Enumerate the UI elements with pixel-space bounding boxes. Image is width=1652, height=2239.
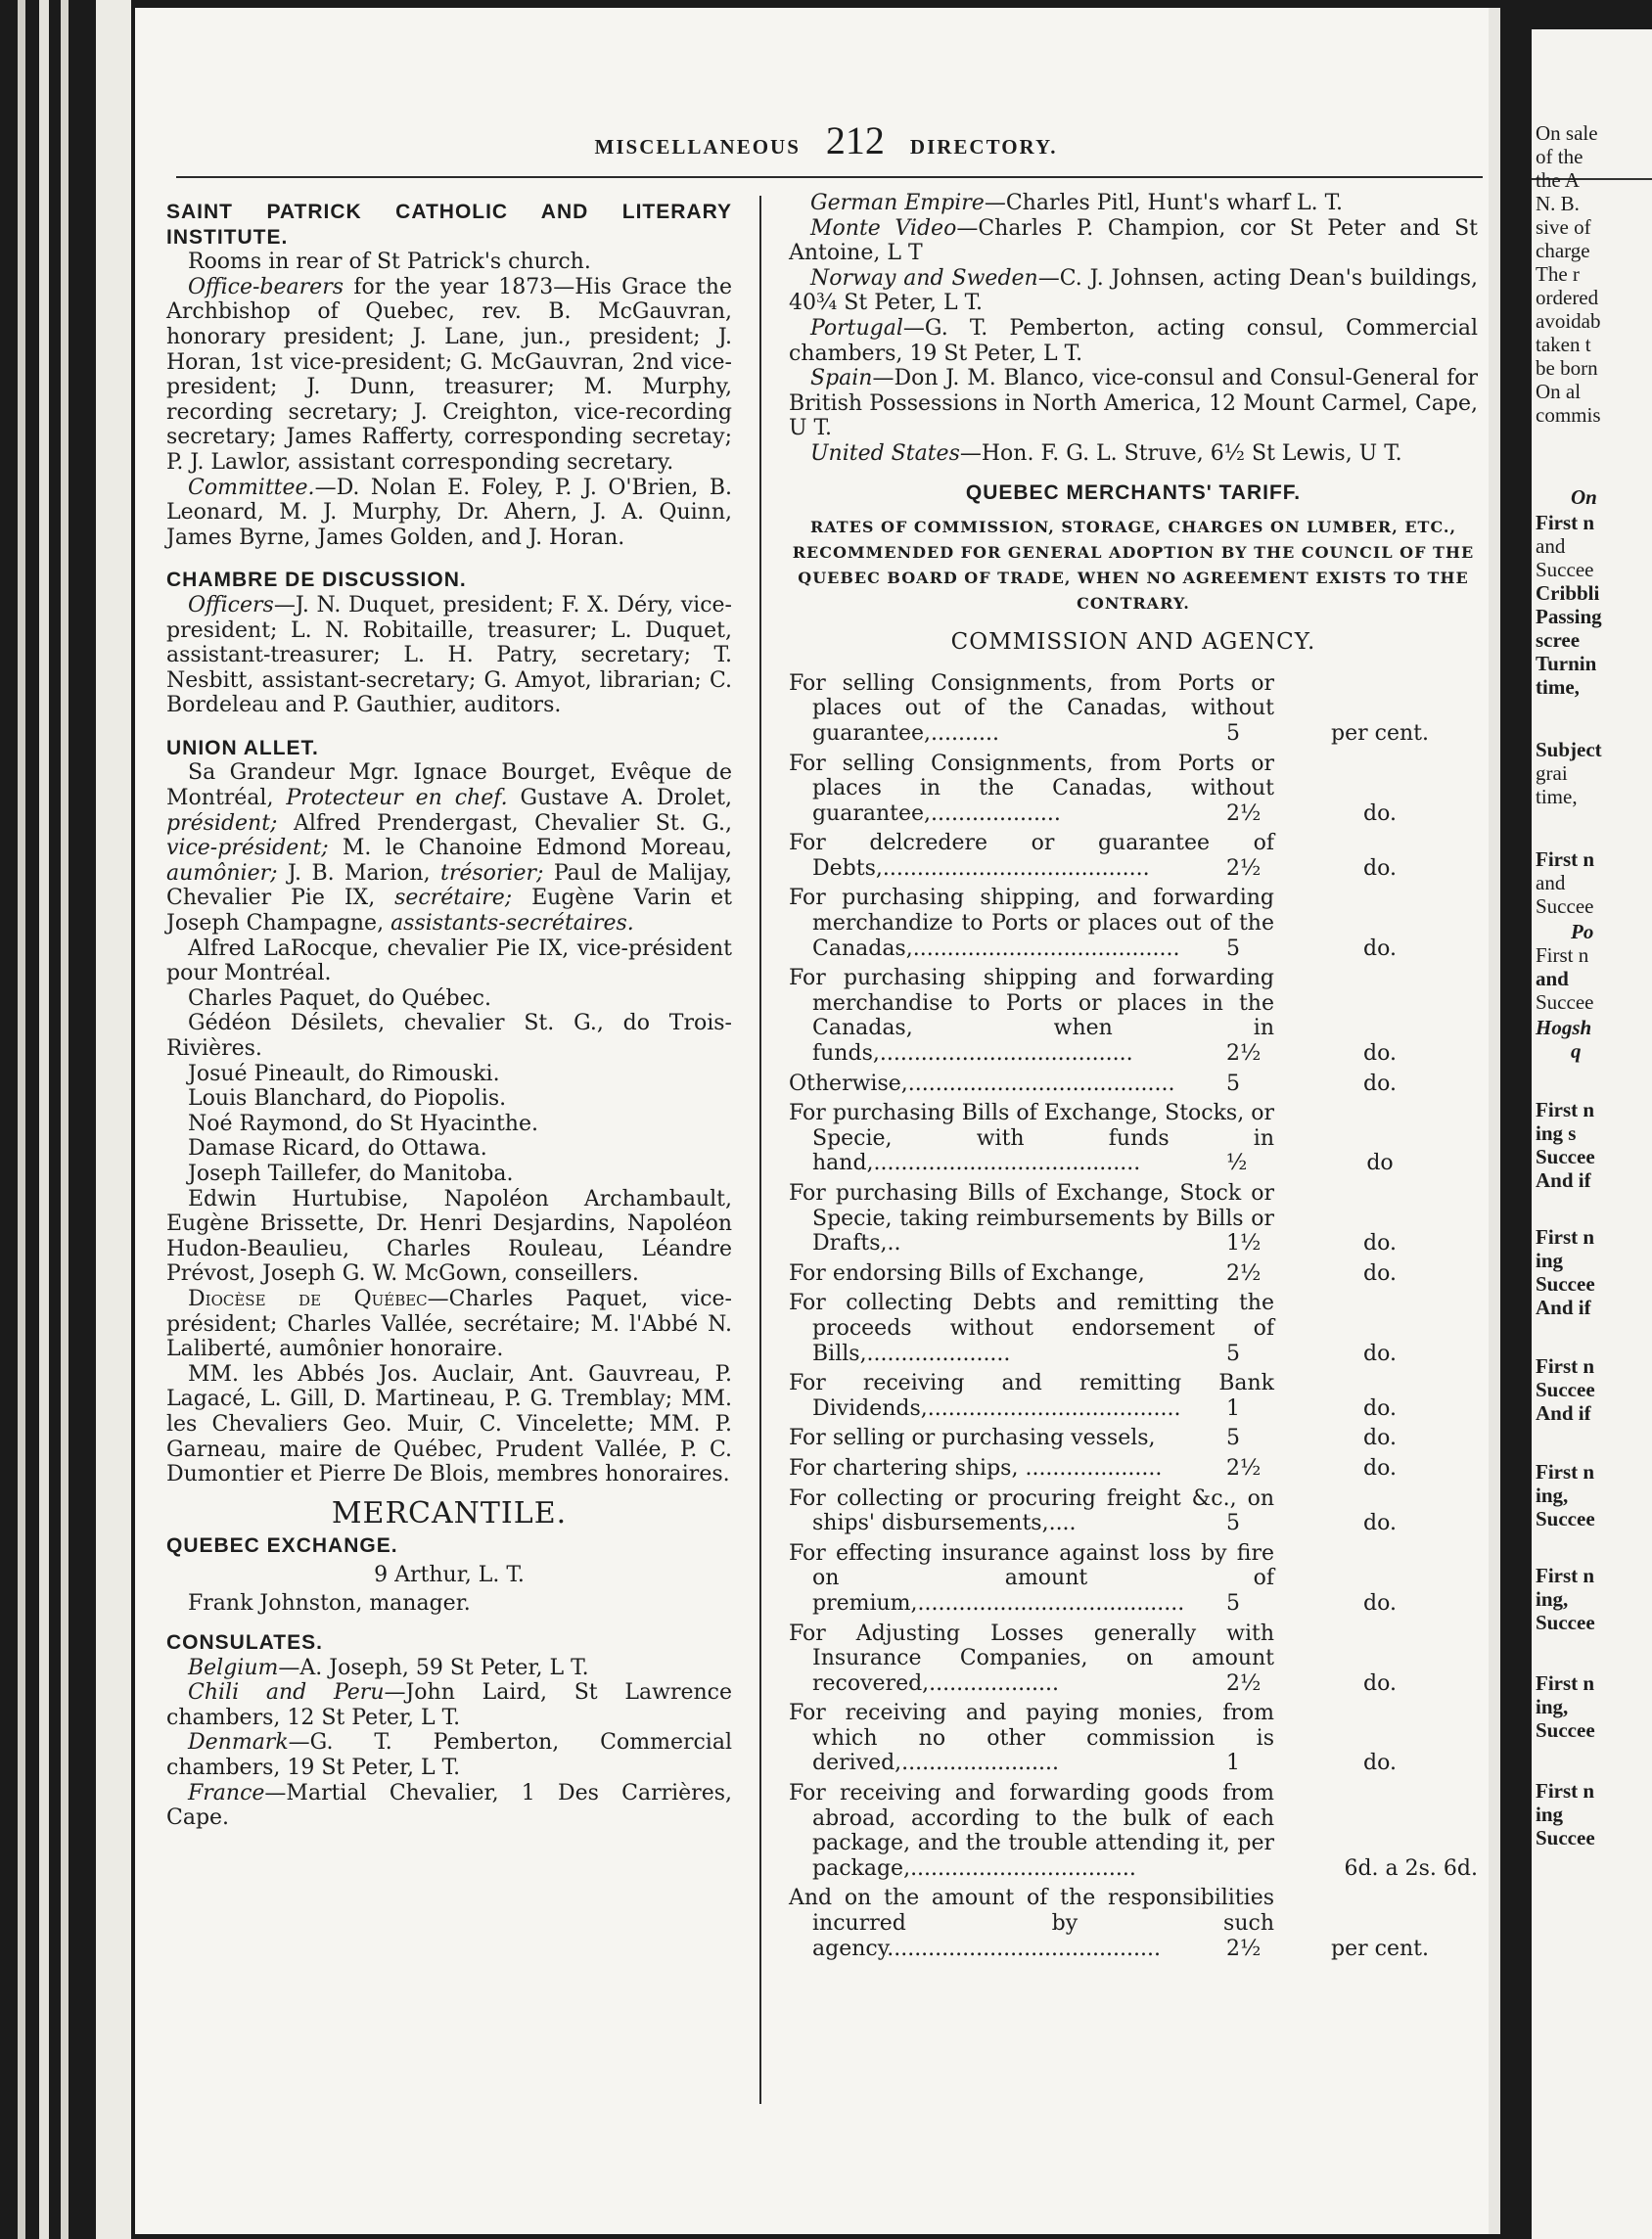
facing-page-fragment: First n: [1536, 943, 1589, 967]
union-members-paragraph: [166, 760, 732, 936]
tariff-row: [789, 671, 1478, 747]
facing-page-fragment: Succee: [1536, 1272, 1595, 1296]
tariff-item: For endorsing Bills of Exchange,: [789, 1260, 1145, 1286]
exchange-address: 9 Arthur, L. T.: [374, 1562, 525, 1587]
tariff-item: And on the amount of the responsibilities incurred by such agency........................................: [789, 1886, 1274, 1961]
consulate-text: —John Laird, St Lawrence chambers, 12 St Peter, L T.: [166, 1680, 732, 1730]
facing-page-fragment: Subject: [1536, 738, 1602, 761]
text-run: aumônier;: [166, 860, 278, 886]
tariff-rate: 1½: [1226, 1231, 1262, 1257]
tariff-row: [789, 1426, 1478, 1451]
tariff-item: For selling or purchasing vessels,: [789, 1426, 1156, 1451]
page-header: [0, 117, 1652, 163]
tariff-rate: 2½: [1226, 1670, 1262, 1696]
facing-page-fragment: Succee: [1536, 1611, 1595, 1634]
tariff-unit: per cent.: [1331, 1936, 1429, 1961]
tariff-unit: do.: [1363, 1511, 1397, 1536]
commission-heading: COMMISSION AND AGENCY.: [950, 629, 1316, 656]
consulate-entry: [166, 1680, 732, 1730]
facing-page-fragment: the A: [1536, 168, 1580, 192]
consulate-text: —G. T. Pemberton, acting consul, Commercial chambers, 19 St Peter, L T.: [789, 315, 1478, 366]
tariff-row: [789, 752, 1478, 827]
tariff-row: [789, 1541, 1478, 1617]
header-rule: [176, 176, 1483, 178]
diocese-text: —Charles Paquet, vice-président; Charles Vallée, secrétaire; M. l'Abbé N. Laliberté, aumônier honoraire.: [166, 1286, 732, 1362]
facing-page-fragment: and: [1536, 534, 1566, 558]
facing-page-fragment: and: [1536, 871, 1566, 894]
facing-page-fragment: First n: [1536, 1671, 1595, 1695]
tariff-item: For delcredere or guarantee of Debts,.......................................: [789, 831, 1274, 881]
facing-page-fragment: First n: [1536, 1779, 1595, 1803]
consulate-entry: [789, 366, 1478, 441]
consulate-text: —G. T. Pemberton, Commercial chambers, 19 St Peter, L T.: [166, 1730, 732, 1781]
officers-text: —J. N. Duquet, president; F. X. Déry, vice-president; L. N. Robitaille, treasurer; L. Duquet, assistant-treasurer; L. H. Patry, secretary; T. Nesbitt, assistant-secretary; G. Amyot, librarian; C. Bordeleau and P. Gauthier, auditors.: [166, 592, 732, 718]
text-run: secrétaire;: [394, 886, 513, 911]
union-line: Noé Raymond, do St Hyacinthe.: [188, 1111, 538, 1136]
consulate-entry: [166, 1656, 732, 1681]
text-run: Protecteur en chef.: [286, 786, 508, 811]
tariff-unit: do.: [1363, 1341, 1397, 1366]
consulate-entry: [166, 1730, 732, 1780]
consulate-entry: [166, 1781, 732, 1831]
tariff-rate: 2½: [1226, 1936, 1262, 1961]
union-line: Charles Paquet, do Québec.: [188, 985, 491, 1011]
tariff-row: [789, 1371, 1478, 1421]
consulate-country: Chili and Peru: [188, 1680, 385, 1706]
tariff-rate: 2½: [1226, 855, 1262, 881]
facing-page-fragment: First n: [1536, 847, 1595, 871]
tariff-rate: 2½: [1226, 800, 1262, 826]
tariff-item: For receiving and paying monies, from which no other commission is derived,.......................: [789, 1701, 1274, 1776]
diocese-label: Diocèse de Québec: [188, 1286, 428, 1311]
facing-page-fragment: And if: [1536, 1168, 1591, 1192]
tariff-table: [789, 671, 1478, 1962]
tariff-row: [789, 1622, 1478, 1697]
tariff-row: [789, 831, 1478, 881]
right-column: [789, 191, 1478, 1966]
book-edge: [39, 0, 49, 2239]
tariff-rate: 2½: [1226, 1455, 1262, 1481]
tariff-rate: 2½: [1226, 1041, 1262, 1067]
tariff-item: For collecting Debts and remitting the proceeds without endorsement of Bills,.....................: [789, 1291, 1274, 1366]
facing-page-fragment: First n: [1536, 1460, 1595, 1484]
facing-page-fragment: taken t: [1536, 333, 1591, 356]
officers-label: Officers: [188, 592, 274, 617]
facing-page-fragment: Succee: [1536, 1718, 1595, 1742]
facing-page: [1532, 29, 1652, 2239]
facing-page-fragment: ing s: [1536, 1121, 1577, 1145]
facing-page-fragment: grai: [1536, 761, 1568, 785]
committee-paragraph: [166, 476, 732, 551]
consulate-country: France: [188, 1780, 265, 1805]
tariff-item: For purchasing shipping, and forwarding merchandize to Ports or places out of the Canadas,.......................................: [789, 886, 1274, 961]
tariff-row: [789, 1261, 1478, 1287]
facing-page-fragment: Passing: [1536, 605, 1602, 628]
facing-page-fragment: ordered: [1536, 286, 1599, 309]
consulate-text: —Charles Pitl, Hunt's wharf L. T.: [984, 191, 1343, 215]
tariff-rate: 5: [1226, 1590, 1240, 1616]
tariff-item: For Adjusting Losses generally with Insurance Companies, on amount recovered,...................: [789, 1621, 1274, 1696]
consulate-country: Monte Video: [810, 215, 957, 241]
tariff-item: Otherwise,.......................................: [789, 1071, 1175, 1096]
tariff-rate: 5: [1226, 1071, 1240, 1096]
tariff-heading: QUEBEC MERCHANTS' TARIFF.: [965, 480, 1302, 504]
rooms-line: Rooms in rear of St Patrick's church.: [188, 250, 591, 275]
tariff-unit: do.: [1363, 936, 1397, 961]
facing-page-fragment: avoidab: [1536, 309, 1601, 333]
facing-page-fragment: First n: [1536, 1098, 1595, 1121]
facing-page-fragment: Succee: [1536, 558, 1594, 581]
facing-page-fragment: First n: [1536, 1564, 1595, 1587]
facing-page-fragment: And if: [1536, 1296, 1591, 1319]
facing-page-fragment: q: [1571, 1039, 1582, 1063]
tariff-unit: do: [1366, 1151, 1394, 1176]
facing-page-fragment: On al: [1536, 380, 1582, 403]
union-line: Louis Blanchard, do Piopolis.: [188, 1086, 507, 1112]
text-run: trésorier;: [440, 860, 544, 886]
tariff-item: For chartering ships, ....................: [789, 1455, 1163, 1481]
text-run: M. le Chanoine Edmond Moreau,: [328, 836, 732, 861]
text-run: assistants-secrétaires.: [390, 911, 634, 937]
consulate-entry: [789, 266, 1478, 316]
facing-page-fragment: time,: [1536, 785, 1578, 808]
consulate-entry: [789, 191, 1478, 216]
section-heading: CHAMBRE DE DISCUSSION.: [166, 569, 467, 592]
tariff-rate: 5: [1226, 936, 1240, 961]
union-line: Edwin Hurtubise, Napoléon Archambault, Eugène Brissette, Dr. Henri Desjardins, Napoléon Hudon-Beaulieu, Charles Rouleau, Léandre Prévost, Joseph G. W. McGown, conseillers.: [166, 1186, 732, 1287]
mercantile-heading: MERCANTILE.: [331, 1495, 568, 1531]
abbes-paragraph: MM. les Abbés Jos. Auclair, Ant. Gauvreau, P. Lagacé, L. Gill, D. Martineau, P. G. Tremblay; MM. les Chevaliers Geo. Muir, C. Vincelette; MM. P. Garneau, maire de Québec, Prudent Vallée, P. C. Dumontier et Pierre De Blois, membres honoraires.: [166, 1361, 732, 1487]
union-line: Damase Ricard, do Ottawa.: [188, 1136, 487, 1162]
facing-page-fragment: of the: [1536, 145, 1583, 168]
tariff-rate: 6d. a 2s. 6d.: [1344, 1855, 1478, 1881]
tariff-row: [789, 1291, 1478, 1366]
facing-page-fragment: ing,: [1536, 1587, 1569, 1611]
tariff-rate: 5: [1226, 1426, 1240, 1451]
tariff-row: [789, 1781, 1478, 1881]
consulate-country: United States: [810, 440, 960, 466]
left-column: [166, 194, 732, 1831]
tariff-rate: 1: [1226, 1395, 1240, 1421]
facing-page-fragment: ing,: [1536, 1695, 1569, 1718]
section-heading: UNION ALLET.: [166, 736, 319, 759]
union-line: Gédéon Désilets, chevalier St. G., do Trois-Rivières.: [166, 1011, 732, 1061]
consulate-text: —Hon. F. G. L. Struve, 6½ St Lewis, U T.: [959, 440, 1402, 466]
text-run: Paul de Malijay, Chevalier Pie IX,: [166, 860, 732, 911]
tariff-item: For purchasing shipping and forwarding merchandise to Ports or places in the Canadas, when in funds,.....................................: [789, 966, 1274, 1067]
facing-page-fragment: time,: [1536, 675, 1580, 699]
consulate-entry: [789, 441, 1478, 467]
consulate-text: —A. Joseph, 59 St Peter, L T.: [278, 1655, 589, 1680]
section-heading: SAINT PATRICK CATHOLIC AND LITERARY INSTITUTE.: [166, 201, 732, 249]
committee-label: Committee.: [188, 475, 315, 500]
consulate-entry: [789, 216, 1478, 266]
facing-page-fragment: Turnin: [1536, 652, 1597, 675]
tariff-unit: do.: [1363, 1426, 1397, 1451]
facing-page-fragment: Succee: [1536, 894, 1594, 918]
tariff-item: For receiving and forwarding goods from abroad, according to the bulk of each package, and the trouble attending it, per package,.................................: [789, 1781, 1274, 1881]
consulate-text: —Don J. M. Blanco, vice-consul and Consul-General for British Possessions in North America, 12 Mount Carmel, Cape, U T.: [789, 366, 1478, 441]
book-edge: [61, 0, 69, 2239]
tariff-rate: 5: [1226, 1511, 1240, 1536]
tariff-item: For collecting or procuring freight &c., on ships' disbursements,....: [789, 1485, 1274, 1536]
tariff-unit: do.: [1363, 1670, 1397, 1696]
office-bearers-label: Office-bearers: [188, 274, 344, 299]
facing-page-fragment: scree: [1536, 628, 1581, 652]
tariff-unit: do.: [1363, 1590, 1397, 1616]
facing-page-fragment: First n: [1536, 511, 1595, 534]
tariff-unit: do.: [1363, 800, 1397, 826]
tariff-row: [789, 1456, 1478, 1482]
facing-page-fragment: commis: [1536, 403, 1601, 427]
tariff-rate: 5: [1226, 720, 1240, 746]
consulate-country: Denmark: [188, 1730, 289, 1756]
consulate-entry: [789, 316, 1478, 366]
tariff-unit: do.: [1363, 855, 1397, 881]
tariff-unit: do.: [1363, 1395, 1397, 1421]
tariff-row: [789, 1181, 1478, 1257]
tariff-unit: do.: [1363, 1260, 1397, 1286]
tariff-item: For effecting insurance against loss by fire on amount of premium,.......................................: [789, 1540, 1274, 1616]
consulate-country: German Empire: [810, 191, 985, 215]
tariff-row: [789, 1486, 1478, 1536]
tariff-row: [789, 966, 1478, 1066]
facing-page-fragment: and: [1536, 967, 1569, 990]
tariff-row: [789, 1101, 1478, 1176]
facing-page-fragment: Succee: [1536, 1507, 1595, 1531]
facing-page-fragment: N. B.: [1536, 192, 1580, 215]
officers-paragraph: [166, 593, 732, 718]
facing-page-fragment: The r: [1536, 262, 1580, 286]
book-edge: [18, 0, 25, 2239]
union-line: Josué Pineault, do Rimouski.: [188, 1061, 500, 1086]
text-run: vice-président;: [166, 836, 329, 861]
text-run: Gustave A. Drolet,: [507, 786, 733, 811]
consulate-country: Spain: [810, 366, 873, 391]
diocese-paragraph: [166, 1287, 732, 1362]
facing-page-fragment: Hogsh: [1536, 1016, 1592, 1039]
tariff-row: [789, 1886, 1478, 1961]
tariff-row: [789, 1072, 1478, 1097]
tariff-item: For selling Consignments, from Ports or places in the Canadas, without guarantee,...................: [789, 751, 1274, 826]
office-bearers-paragraph: [166, 275, 732, 476]
tariff-unit: do.: [1363, 1041, 1397, 1067]
tariff-item: For selling Consignments, from Ports or places out of the Canadas, without guarantee,..........: [789, 670, 1274, 746]
text-run: président;: [166, 810, 278, 836]
tariff-unit: do.: [1363, 1071, 1397, 1096]
book-edge: [96, 0, 131, 2239]
tariff-unit: per cent.: [1331, 720, 1429, 746]
facing-page-fragment: Succee: [1536, 1378, 1595, 1401]
tariff-item: For receiving and remitting Bank Dividends,.....................................: [789, 1371, 1274, 1421]
text-run: Alfred Prendergast, Chevalier St. G.,: [277, 810, 732, 836]
facing-page-fragment: ing,: [1536, 1484, 1569, 1507]
tariff-unit: do.: [1363, 1455, 1397, 1481]
facing-page-fragment: And if: [1536, 1401, 1591, 1425]
consulate-country: Portugal: [810, 315, 903, 341]
tariff-item: For purchasing Bills of Exchange, Stocks, or Specie, with funds in hand,.......................................: [789, 1101, 1274, 1176]
facing-page-fragment: sive of: [1536, 215, 1591, 239]
consulate-country: Norway and Sweden: [810, 265, 1038, 291]
section-heading: QUEBEC EXCHANGE.: [166, 1534, 398, 1558]
facing-page-fragment: ing: [1536, 1249, 1564, 1272]
tariff-unit: do.: [1363, 1231, 1397, 1257]
consulate-text: —Martial Chevalier, 1 Des Carrières, Cape.: [166, 1780, 732, 1831]
page-number: 212: [825, 118, 885, 162]
committee-text: —D. Nolan E. Foley, P. J. O'Brien, B. Leonard, M. J. Murphy, Dr. Ahern, J. A. Quinn, James Byrne, James Golden, and J. Horan.: [166, 475, 732, 550]
tariff-rate: 5: [1226, 1341, 1240, 1366]
office-bearers-text: for the year 1873—His Grace the Archbishop of Quebec, rev. B. McGauvran, honorary president; J. Lane, jun., president; J. Horan, 1st vice-president; G. McGauvran, 2nd vice-president; J. Dunn, treasurer; M. Murphy, recording secretary; J. Creighton, vice-recording secretary; James Rafferty, corresponding secretay; P. J. Lawlor, assistant corresponding secretary.: [166, 274, 732, 475]
facing-page-fragment: Po: [1571, 920, 1594, 943]
header-right: DIRECTORY.: [909, 135, 1058, 159]
consulate-text: —Charles P. Champion, cor St Peter and St Antoine, L T: [789, 215, 1478, 266]
tariff-row: [789, 1701, 1478, 1776]
facing-page-fragment: ing: [1536, 1803, 1564, 1826]
facing-page-fragment: On: [1571, 485, 1597, 509]
facing-page-fragment: Cribbli: [1536, 581, 1600, 605]
tariff-rate: ½: [1226, 1151, 1248, 1176]
facing-page-fragment: On sale: [1536, 121, 1598, 145]
text-run: Sa Grandeur Mgr. Ignace Bourget, Evêque de Montréal,: [166, 760, 732, 811]
header-left: MISCELLANEOUS: [594, 135, 801, 159]
facing-page-fragment: charge: [1536, 239, 1590, 262]
tariff-row: [789, 886, 1478, 961]
page-gutter: [1489, 8, 1500, 2234]
tariff-item: For purchasing Bills of Exchange, Stock or Specie, taking reimbursements by Bills or Drafts,..: [789, 1181, 1274, 1257]
facing-page-fragment: First n: [1536, 1225, 1595, 1249]
facing-page-fragment: Succee: [1536, 990, 1594, 1014]
tariff-unit: do.: [1363, 1751, 1397, 1776]
consulate-country: Belgium: [188, 1655, 279, 1680]
column-divider: [759, 196, 761, 2104]
consulate-text: —C. J. Johnsen, acting Dean's buildings, 40¾ St Peter, L T.: [789, 265, 1479, 316]
union-line: Joseph Taillefer, do Manitoba.: [188, 1161, 514, 1186]
text-run: J. B. Marion,: [277, 860, 440, 886]
text-run: Eugène Varin et Joseph Champagne,: [166, 886, 732, 937]
tariff-rate: 2½: [1226, 1260, 1262, 1286]
exchange-manager: Frank Johnston, manager.: [188, 1591, 471, 1617]
tariff-rate: 1: [1226, 1751, 1240, 1776]
facing-page-fragment: be born: [1536, 356, 1598, 380]
union-line: Alfred LaRocque, chevalier Pie IX, vice-président pour Montréal.: [166, 936, 732, 986]
facing-page-fragment: Succee: [1536, 1826, 1595, 1850]
facing-page-fragment: Succee: [1536, 1145, 1595, 1168]
facing-page-fragment: First n: [1536, 1354, 1595, 1378]
tariff-intro: RATES OF COMMISSION, STORAGE, CHARGES ON LUMBER, ETC., RECOMMENDED FOR GENERAL ADOPTION BY THE COUNCIL OF THE QUEBEC BOARD OF TRADE, WHEN NO AGREEMENT EXISTS TO THE CONTRARY.: [792, 518, 1475, 614]
section-heading: CONSULATES.: [166, 1631, 323, 1655]
